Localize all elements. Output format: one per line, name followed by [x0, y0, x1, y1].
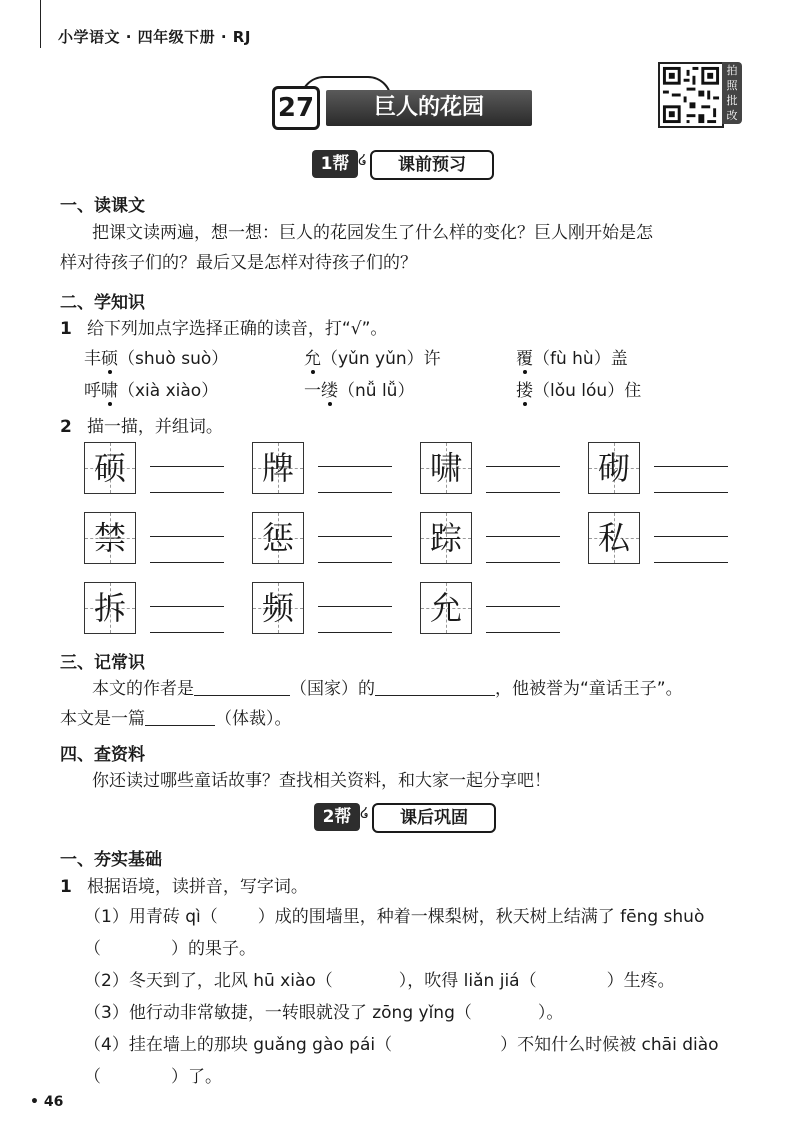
- pinyin-post: 住: [624, 381, 642, 401]
- question-text: 描一描，并组词。: [86, 417, 223, 437]
- dotted-char: 覆: [516, 349, 533, 369]
- qr-label-char: 照: [726, 79, 738, 92]
- sentence-4: [84, 1030, 719, 1060]
- pinyin-options: （xià xiào）: [118, 381, 219, 401]
- pinyin-options: （lǒu lóu）: [533, 381, 625, 401]
- badge-number: 1帮: [312, 150, 358, 178]
- pinyin-pre: 丰: [84, 349, 101, 369]
- pinyin-post: 许: [423, 349, 441, 369]
- remember-line-2: [60, 704, 292, 734]
- swirl-icon: ໒: [358, 152, 367, 168]
- text-segment: （2）冬天到了，北风 hū xiào（: [84, 971, 333, 991]
- trace-char-cell[interactable]: 惩: [252, 512, 304, 564]
- trace-char-cell[interactable]: 砌: [588, 442, 640, 494]
- sentence-1-cont: [84, 934, 256, 964]
- word-answer-line[interactable]: [150, 562, 224, 563]
- qr-label-char: 改: [726, 109, 738, 122]
- pinyin-item[interactable]: [84, 376, 218, 406]
- qr-side-label: [722, 62, 742, 124]
- word-answer-line[interactable]: [318, 492, 392, 493]
- text-segment: ）。: [537, 1003, 564, 1023]
- dotted-char: 允: [304, 349, 321, 369]
- word-answer-line[interactable]: [486, 632, 560, 633]
- heading-read-text: 一、读课文: [60, 196, 145, 216]
- word-answer-line[interactable]: [318, 632, 392, 633]
- word-answer-line[interactable]: [654, 562, 728, 563]
- pinyin-item[interactable]: [304, 344, 441, 374]
- pinyin-options: （fù hù）: [533, 349, 611, 369]
- pinyin-options: （nǚ lǚ）: [338, 381, 415, 401]
- sentence-2: [84, 966, 675, 996]
- pinyin-item[interactable]: [516, 344, 628, 374]
- question-number: 1: [60, 877, 72, 897]
- heading-foundation: 一、夯实基础: [60, 850, 162, 870]
- word-answer-line[interactable]: [318, 536, 392, 537]
- trace-char-cell[interactable]: 啸: [420, 442, 472, 494]
- sentence-4-cont: [84, 1062, 222, 1092]
- text-segment: （4）挂在墙上的那块 guǎng gào pái（: [84, 1035, 393, 1055]
- qr-label-char: 批: [726, 94, 738, 107]
- text-segment: ），吹得 liǎn jiá（: [398, 971, 537, 991]
- word-answer-line[interactable]: [318, 466, 392, 467]
- dotted-char: 缕: [321, 381, 338, 401]
- dotted-char: 搂: [516, 381, 533, 401]
- text-segment: （1）用青砖 qì（: [84, 907, 218, 927]
- identity-blank[interactable]: [375, 677, 495, 696]
- word-answer-line[interactable]: [150, 536, 224, 537]
- qr-label-char: 拍: [726, 64, 738, 77]
- badge-title: 课后巩固: [372, 803, 496, 833]
- swirl-icon: ໒: [360, 805, 369, 821]
- pinyin-item[interactable]: [84, 344, 228, 374]
- word-answer-line[interactable]: [150, 606, 224, 607]
- text-segment: 本文是一篇: [60, 709, 145, 729]
- remember-line-1: [92, 674, 683, 704]
- research-text: 你还读过哪些童话故事？查找相关资料，和大家一起分享吧！: [92, 771, 551, 791]
- trace-char-cell[interactable]: 频: [252, 582, 304, 634]
- word-answer-line[interactable]: [486, 536, 560, 537]
- pinyin-pre: 呼: [84, 381, 101, 401]
- text-segment: ）了。: [171, 1067, 222, 1087]
- page-number: • 46: [30, 1094, 64, 1110]
- pinyin-post: 盖: [610, 349, 628, 369]
- sentence-1: [84, 902, 704, 932]
- book-header: 小学语文 · 四年级下册 · RJ: [58, 28, 251, 46]
- text-segment: ）生疼。: [606, 971, 675, 991]
- word-answer-line[interactable]: [150, 632, 224, 633]
- heading-research: 四、查资料: [60, 745, 145, 765]
- pinyin-item[interactable]: [516, 376, 641, 406]
- badge-title: 课前预习: [370, 150, 494, 180]
- lesson-number: 27: [272, 86, 320, 130]
- badge-number: 2帮: [314, 803, 360, 831]
- read-text-line-2: 样对待孩子们的？最后又是怎样对待孩子们的？: [60, 253, 417, 273]
- trace-char-cell[interactable]: 私: [588, 512, 640, 564]
- pinyin-options: （shuò suò）: [118, 349, 229, 369]
- question-1-review: [60, 872, 308, 902]
- lesson-title: 巨人的花园: [326, 90, 532, 126]
- text-segment: （3）他行动非常敏捷，一转眼就没了 zōng yǐng（: [84, 1003, 472, 1023]
- word-answer-line[interactable]: [486, 466, 560, 467]
- question-text: 给下列加点字选择正确的读音，打“√”。: [86, 319, 388, 339]
- word-answer-line[interactable]: [486, 606, 560, 607]
- read-text-line-1: 把课文读两遍，想一想：巨人的花园发生了什么样的变化？巨人刚开始是怎: [92, 223, 653, 243]
- section-badge-review: [314, 803, 496, 831]
- word-answer-line[interactable]: [150, 492, 224, 493]
- author-blank[interactable]: [194, 677, 290, 696]
- text-segment: （国家）的: [290, 679, 375, 699]
- text-segment: ）成的围墙里，种着一棵梨树，秋天树上结满了 fēng shuò: [257, 907, 705, 927]
- trace-char-cell[interactable]: 牌: [252, 442, 304, 494]
- trace-char-cell[interactable]: 允: [420, 582, 472, 634]
- text-segment: （: [84, 1067, 101, 1087]
- sentence-3: [84, 998, 563, 1028]
- pinyin-pre: 一: [304, 381, 321, 401]
- qr-code-icon[interactable]: [658, 62, 724, 128]
- trace-char-cell[interactable]: 硕: [84, 442, 136, 494]
- margin-rule: [40, 0, 41, 48]
- pinyin-options: （yǔn yǔn）: [321, 349, 424, 369]
- text-segment: 本文的作者是: [92, 679, 194, 699]
- text-segment: ，他被誉为“童话王子”。: [495, 679, 683, 699]
- word-answer-line[interactable]: [486, 492, 560, 493]
- word-answer-line[interactable]: [654, 492, 728, 493]
- trace-char-cell[interactable]: 拆: [84, 582, 136, 634]
- text-segment: （: [84, 939, 101, 959]
- word-answer-line[interactable]: [318, 562, 392, 563]
- text-segment: ）不知什么时候被 chāi diào: [500, 1035, 719, 1055]
- word-answer-line[interactable]: [150, 466, 224, 467]
- heading-learn-knowledge: 二、学知识: [60, 293, 145, 313]
- question-2: [60, 412, 223, 442]
- word-answer-line[interactable]: [654, 536, 728, 537]
- section-badge-preview: [312, 150, 494, 178]
- text-segment: （体裁）。: [215, 709, 292, 729]
- trace-char-cell[interactable]: 踪: [420, 512, 472, 564]
- question-number: 1: [60, 319, 72, 339]
- heading-remember: 三、记常识: [60, 653, 145, 673]
- genre-blank[interactable]: [145, 707, 215, 726]
- pinyin-item[interactable]: [304, 376, 414, 406]
- question-1: [60, 314, 387, 344]
- text-segment: ）的果子。: [171, 939, 256, 959]
- word-answer-line[interactable]: [654, 466, 728, 467]
- word-answer-line[interactable]: [486, 562, 560, 563]
- question-text: 根据语境，读拼音，写字词。: [86, 877, 308, 897]
- lesson-banner: [272, 72, 534, 132]
- word-answer-line[interactable]: [318, 606, 392, 607]
- dotted-char: 硕: [101, 349, 118, 369]
- dotted-char: 啸: [101, 381, 118, 401]
- trace-char-cell[interactable]: 禁: [84, 512, 136, 564]
- question-number: 2: [60, 417, 72, 437]
